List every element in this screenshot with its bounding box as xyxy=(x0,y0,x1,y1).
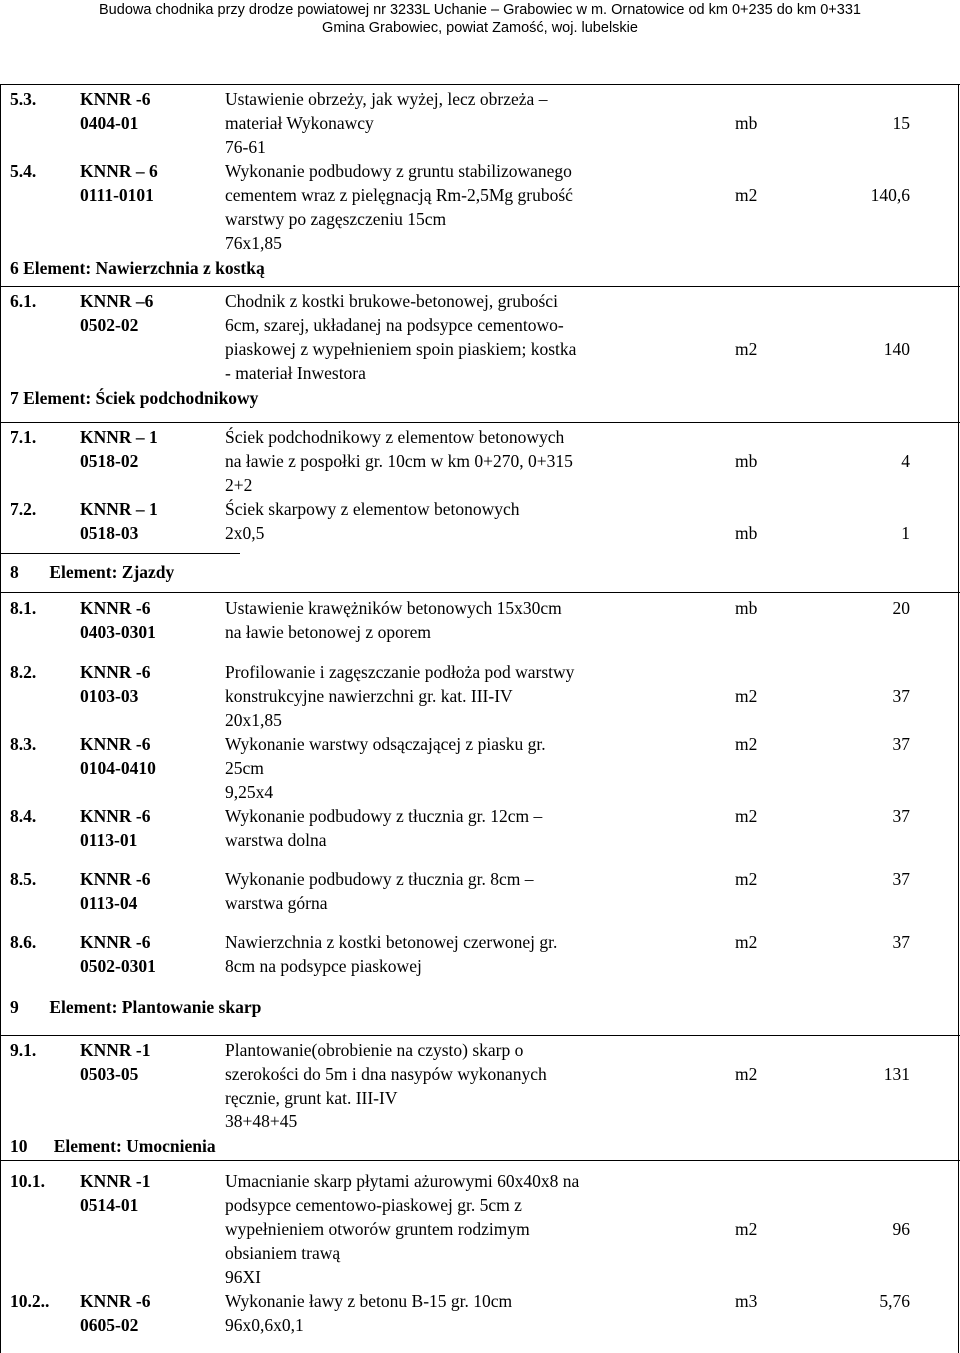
catalog-code: 0111-0101 xyxy=(80,185,154,205)
description-line: materiał Wykonawcy xyxy=(225,113,374,133)
row-separator xyxy=(0,592,960,593)
quantity: 140 xyxy=(883,339,910,359)
row-number: 7.2. xyxy=(10,499,37,519)
catalog-code: 0605-02 xyxy=(80,1315,139,1335)
catalog-code: KNNR -1 xyxy=(80,1171,151,1191)
description-line: Wykonanie podbudowy z gruntu stabilizowanego xyxy=(225,161,572,181)
description-line: Umacnianie skarp płytami ażurowymi 60x40x8 na xyxy=(225,1171,580,1191)
catalog-code: 0113-01 xyxy=(80,830,138,850)
unit: mb xyxy=(735,113,758,133)
description-line: szerokości do 5m i dna nasypów wykonanych xyxy=(225,1064,547,1084)
unit: m2 xyxy=(735,1219,758,1239)
quantity: 131 xyxy=(883,1064,910,1084)
description-line: Ustawienie krawężników betonowych 15x30cm xyxy=(225,598,562,618)
description-line: warstwa górna xyxy=(225,893,328,913)
catalog-code: KNNR -6 xyxy=(80,932,151,952)
section-heading: 9 Element: Plantowanie skarp xyxy=(10,997,262,1017)
quantity: 20 xyxy=(892,598,910,618)
row-number: 8.1. xyxy=(10,598,37,618)
description-line: piaskowej z wypełnieniem spoin piaskiem; kostka xyxy=(225,339,577,359)
unit: m2 xyxy=(735,734,758,754)
description-line: Wykonanie warstwy odsączającej z piasku gr. xyxy=(225,734,546,754)
unit: mb xyxy=(735,598,758,618)
quantity: 4 xyxy=(901,451,910,471)
description-line: warstwy po zagęszczeniu 15cm xyxy=(225,209,447,229)
catalog-code: 0502-02 xyxy=(80,315,139,335)
row-number: 5.3. xyxy=(10,89,37,109)
catalog-code: KNNR -6 xyxy=(80,662,151,682)
quantity: 15 xyxy=(892,113,910,133)
catalog-code: KNNR -6 xyxy=(80,869,151,889)
catalog-code: 0502-0301 xyxy=(80,956,156,976)
catalog-code: 0103-03 xyxy=(80,686,139,706)
unit: m2 xyxy=(735,339,758,359)
section-heading: 6 Element: Nawierzchnia z kostką xyxy=(10,258,265,278)
row-number: 8.6. xyxy=(10,932,37,952)
calculation-line: 2+2 xyxy=(225,475,253,495)
unit: m2 xyxy=(735,869,758,889)
table-left-border xyxy=(0,84,1,1353)
description-line: cementem wraz z pielęgnacją Rm-2,5Mg grubość xyxy=(225,185,573,205)
row-number: 8.5. xyxy=(10,869,37,889)
quantity: 140,6 xyxy=(870,185,910,205)
unit: m2 xyxy=(735,806,758,826)
row-separator xyxy=(0,1035,960,1036)
description-line: 6cm, szarej, układanej na podsypce cementowo- xyxy=(225,315,564,335)
catalog-code: KNNR -6 xyxy=(80,89,151,109)
description-line: Chodnik z kostki brukowe-betonowej, grubości xyxy=(225,291,558,311)
description-line: obsianiem trawą xyxy=(225,1243,341,1263)
description-line: Nawierzchnia z kostki betonowej czerwonej gr. xyxy=(225,932,558,952)
calculation-line: 76x1,85 xyxy=(225,233,282,253)
description-line: Wykonanie podbudowy z tłucznia gr. 12cm – xyxy=(225,806,543,826)
catalog-code: 0503-05 xyxy=(80,1064,139,1084)
row-number: 10.2.. xyxy=(10,1291,50,1311)
row-number: 5.4. xyxy=(10,161,37,181)
description-line: 25cm xyxy=(225,758,264,778)
section-heading: 7 Element: Ściek podchodnikowy xyxy=(10,388,259,408)
catalog-code: 0404-01 xyxy=(80,113,139,133)
description-line: podsypce cementowo-piaskowej gr. 5cm z xyxy=(225,1195,522,1215)
description-line: wypełnieniem otworów gruntem rodzimym xyxy=(225,1219,530,1239)
table-right-border xyxy=(958,84,959,1353)
catalog-code: KNNR –6 xyxy=(80,291,154,311)
row-separator xyxy=(0,422,960,423)
calculation-line: 96XI xyxy=(225,1267,261,1287)
unit: m2 xyxy=(735,185,758,205)
row-number: 8.2. xyxy=(10,662,37,682)
description-line: Ustawienie obrzeży, jak wyżej, lecz obrzeża – xyxy=(225,89,548,109)
calculation-line: 2x0,5 xyxy=(225,523,265,543)
catalog-code: 0514-01 xyxy=(80,1195,139,1215)
quantity: 37 xyxy=(892,806,910,826)
description-line: Plantowanie(obrobienie na czysto) skarp o xyxy=(225,1040,524,1060)
quantity: 37 xyxy=(892,932,910,952)
row-number: 8.4. xyxy=(10,806,37,826)
row-number: 10.1. xyxy=(10,1171,45,1191)
quantity: 37 xyxy=(892,734,910,754)
catalog-code: 0518-02 xyxy=(80,451,139,471)
description-line: Profilowanie i zagęszczanie podłoża pod warstwy xyxy=(225,662,575,682)
catalog-code: KNNR -6 xyxy=(80,1291,151,1311)
catalog-code: 0113-04 xyxy=(80,893,138,913)
row-number: 9.1. xyxy=(10,1040,37,1060)
catalog-code: 0104-0410 xyxy=(80,758,156,778)
section-heading: 10 Element: Umocnienia xyxy=(10,1136,216,1156)
unit: mb xyxy=(735,451,758,471)
catalog-code: KNNR – 6 xyxy=(80,161,158,181)
calculation-line: 96x0,6x0,1 xyxy=(225,1315,304,1335)
description-line: - materiał Inwestora xyxy=(225,363,366,383)
description-line: Wykonanie ławy z betonu B-15 gr. 10cm xyxy=(225,1291,513,1311)
row-separator xyxy=(0,1160,960,1161)
description-line: konstrukcyjne nawierzchni gr. kat. III-IV xyxy=(225,686,513,706)
unit: m2 xyxy=(735,1064,758,1084)
document-header-line-2: Gmina Grabowiec, powiat Zamość, woj. lubelskie xyxy=(322,20,638,36)
catalog-code: 0518-03 xyxy=(80,523,139,543)
unit: mb xyxy=(735,523,758,543)
quantity: 5,76 xyxy=(879,1291,910,1311)
catalog-code: KNNR -6 xyxy=(80,598,151,618)
description-line: Wykonanie podbudowy z tłucznia gr. 8cm – xyxy=(225,869,534,889)
description-line: Ściek podchodnikowy z elementow betonowych xyxy=(225,427,565,447)
row-number: 6.1. xyxy=(10,291,37,311)
quantity: 37 xyxy=(892,869,910,889)
quantity: 96 xyxy=(892,1219,910,1239)
catalog-code: KNNR -1 xyxy=(80,1040,151,1060)
calculation-line: 76-61 xyxy=(225,137,266,157)
catalog-code: KNNR -6 xyxy=(80,734,151,754)
unit: m2 xyxy=(735,686,758,706)
unit: m3 xyxy=(735,1291,758,1311)
section-heading: 8 Element: Zjazdy xyxy=(10,562,175,582)
description-line: na ławie betonowej z oporem xyxy=(225,622,432,642)
description-line: na ławie z pospołki gr. 10cm w km 0+270, 0+315 xyxy=(225,451,573,471)
row-number: 8.3. xyxy=(10,734,37,754)
catalog-code: 0403-0301 xyxy=(80,622,156,642)
description-line: ręcznie, grunt kat. III-IV xyxy=(225,1088,398,1108)
table-top-border xyxy=(0,84,960,85)
quantity: 1 xyxy=(901,523,910,543)
document-header-line-1: Budowa chodnika przy drodze powiatowej nr 3233L Uchanie – Grabowiec w m. Ornatowice od km 0+235 do km 0+331 xyxy=(99,2,861,18)
description-line: Ściek skarpowy z elementow betonowych xyxy=(225,499,520,519)
calculation-line: 9,25x4 xyxy=(225,782,274,802)
description-line: 8cm na podsypce piaskowej xyxy=(225,956,422,976)
row-separator xyxy=(0,553,240,554)
row-separator xyxy=(0,286,960,287)
quantity: 37 xyxy=(892,686,910,706)
unit: m2 xyxy=(735,932,758,952)
row-number: 7.1. xyxy=(10,427,37,447)
catalog-code: KNNR – 1 xyxy=(80,499,158,519)
description-line: warstwa dolna xyxy=(225,830,327,850)
calculation-line: 20x1,85 xyxy=(225,710,282,730)
catalog-code: KNNR -6 xyxy=(80,806,151,826)
catalog-code: KNNR – 1 xyxy=(80,427,158,447)
calculation-line: 38+48+45 xyxy=(225,1111,298,1131)
